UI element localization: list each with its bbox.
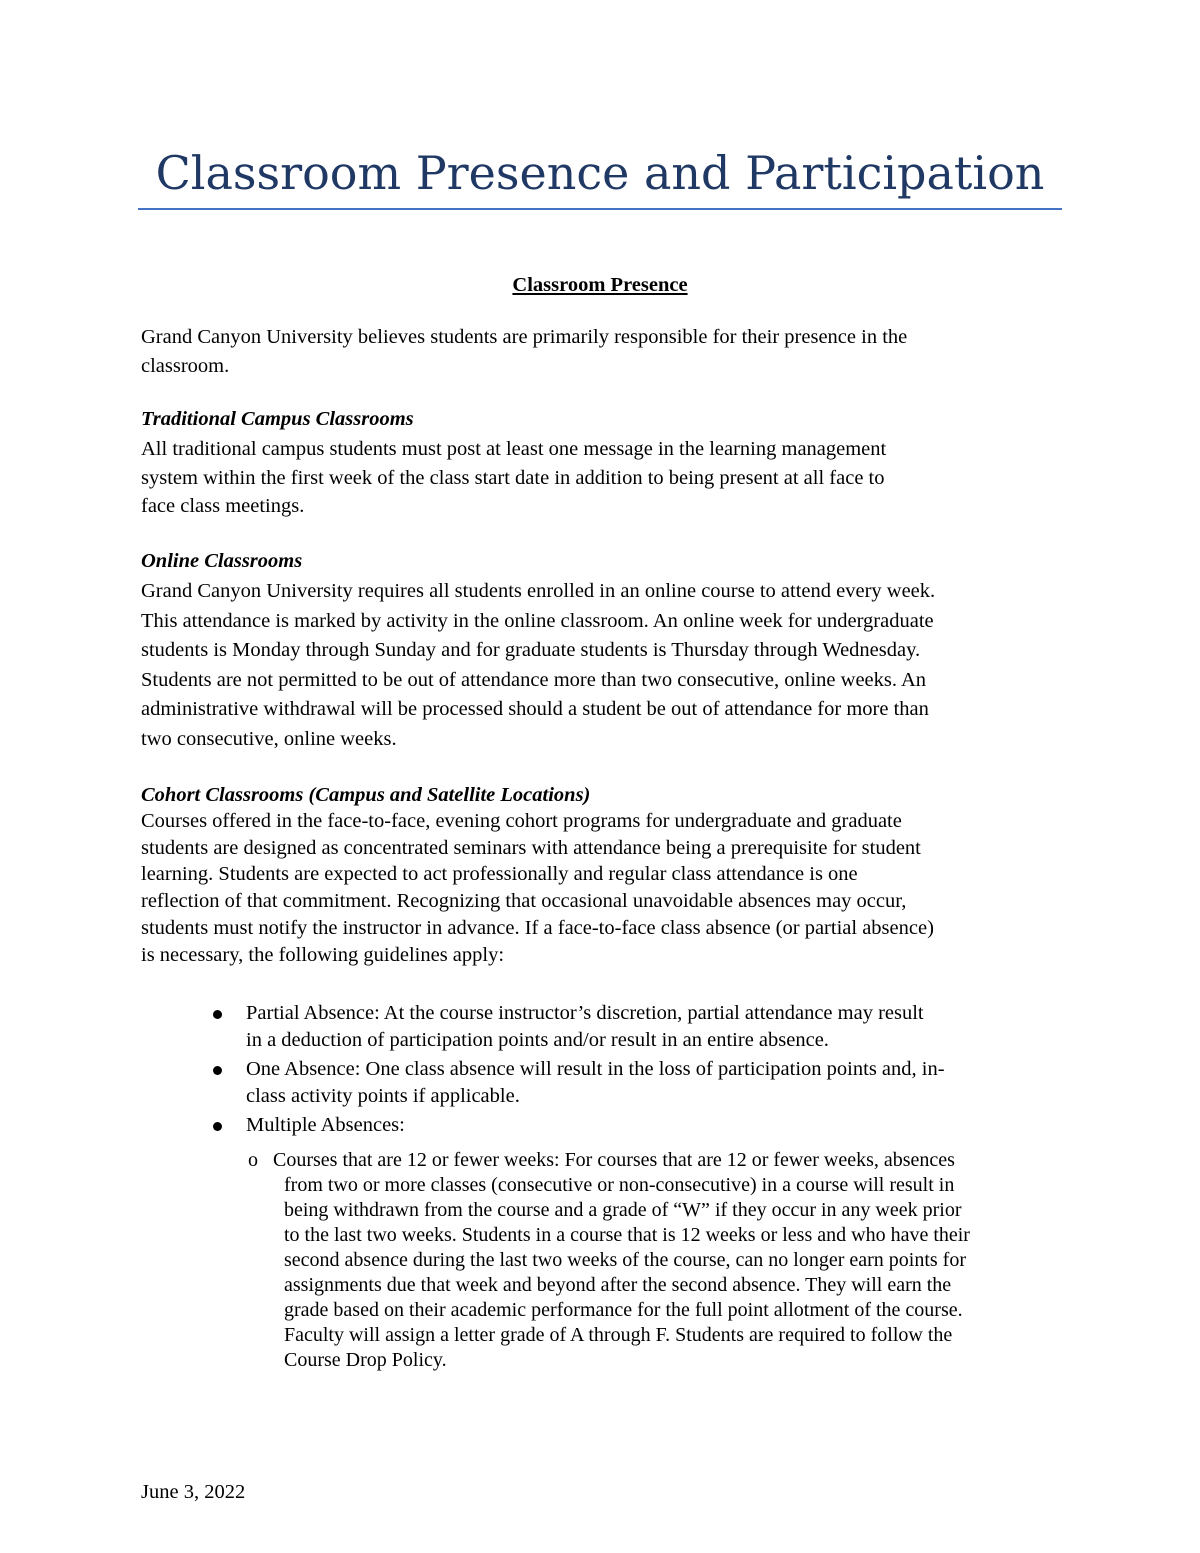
title-divider [138, 208, 1062, 210]
text-line: assignments due that week and beyond after the second absence. They will earn the [284, 1274, 952, 1296]
text-line: students is Monday through Sunday and for graduate students is Thursday through Wednesday. [141, 639, 921, 661]
text-line: from two or more classes (consecutive or non-consecutive) in a course will result in [284, 1174, 955, 1196]
footer-date: June 3, 2022 [141, 1481, 246, 1503]
text-line: administrative withdrawal will be processed should a student be out of attendance for more than [141, 698, 929, 720]
text-line: reflection of that commitment. Recognizing that occasional unavoidable absences may occur, [141, 890, 907, 913]
bullet-icon [213, 1066, 222, 1075]
text-line: two consecutive, online weeks. [141, 727, 397, 750]
text-line: face class meetings. [141, 495, 305, 517]
intro-paragraph [141, 323, 907, 380]
text-line: Partial Absence: At the course instructor’s discretion, partial attendance may result [246, 1002, 924, 1024]
text-line: Multiple Absences: [246, 1114, 405, 1136]
text-line: being withdrawn from the course and a grade of “W” if they occur in any week prior [284, 1199, 962, 1221]
text-line: second absence during the last two weeks of the course, can no longer earn points for [284, 1249, 967, 1271]
text-line: Faculty will assign a letter grade of A through F. Students are required to follow the [284, 1324, 953, 1346]
online-paragraph [141, 577, 935, 754]
text-line: One Absence: One class absence will result in the loss of participation points and, in- [246, 1058, 945, 1080]
text-line: system within the first week of the class start date in addition to being present at all face to [141, 466, 885, 489]
text-line: Course Drop Policy. [284, 1349, 447, 1371]
text-line: Grand Canyon University believes students are primarily responsible for their presence in the [141, 326, 908, 348]
text-line: students must notify the instructor in advance. If a face-to-face class absence (or partial absence) [141, 916, 934, 939]
bullet-icon [213, 1010, 222, 1019]
text-line: This attendance is marked by activity in the online classroom. An online week for undergraduate [141, 609, 934, 632]
text-line: learning. Students are expected to act professionally and regular class attendance is one [141, 863, 858, 886]
text-line: is necessary, the following guidelines apply: [141, 943, 505, 966]
bullet-icon [213, 1122, 222, 1131]
cohort-heading: Cohort Classrooms (Campus and Satellite Locations) [141, 784, 591, 806]
text-line: class activity points if applicable. [246, 1085, 520, 1107]
cohort-paragraph [141, 808, 934, 968]
text-line: Courses offered in the face-to-face, evening cohort programs for undergraduate and graduate [141, 810, 902, 832]
text-line: Students are not permitted to be out of attendance more than two consecutive, online weeks. An [141, 668, 927, 691]
page-title: Classroom Presence and Participation [155, 146, 1045, 200]
traditional-paragraph [141, 435, 886, 521]
circle-bullet-icon: o [248, 1149, 258, 1171]
text-line: in a deduction of participation points and/or result in an entire absence. [246, 1029, 829, 1051]
text-line: Courses that are 12 or fewer weeks: For courses that are 12 or fewer weeks, absences [273, 1149, 955, 1171]
section-heading: Classroom Presence [512, 274, 688, 296]
text-line: All traditional campus students must post at least one message in the learning management [141, 438, 887, 460]
text-line: students are designed as concentrated seminars with attendance being a prerequisite for student [141, 836, 921, 859]
text-line: to the last two weeks. Students in a course that is 12 weeks or less and who have their [284, 1224, 970, 1246]
text-line: Grand Canyon University requires all students enrolled in an online course to attend every week. [141, 580, 936, 602]
online-heading: Online Classrooms [141, 550, 303, 572]
text-line: classroom. [141, 354, 230, 377]
text-line: grade based on their academic performance for the full point allotment of the course. [284, 1299, 963, 1321]
traditional-heading: Traditional Campus Classrooms [141, 408, 414, 430]
